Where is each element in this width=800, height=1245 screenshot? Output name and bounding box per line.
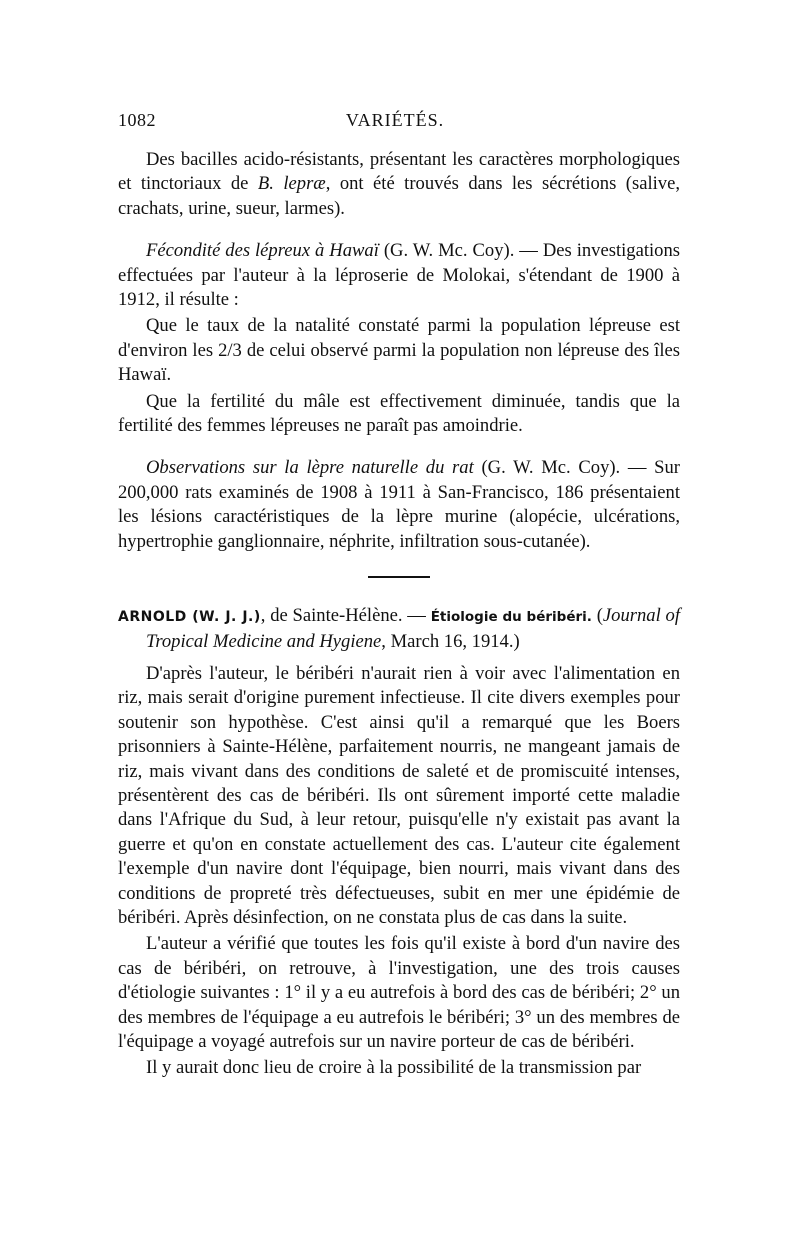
arnold-place: , de Sainte-Hélène. — xyxy=(260,605,431,627)
page-number: 1082 xyxy=(118,110,156,130)
section-divider xyxy=(368,576,430,578)
intro-text-a: Des bacilles acido-résistants, présentant les caractères morphologiques et tinctoriaux de xyxy=(118,149,680,195)
running-title: VARIÉTÉS. xyxy=(345,110,445,130)
intro-paragraph xyxy=(118,148,680,221)
document-page xyxy=(118,108,680,1081)
intro-text-b: , ont été trouvés dans les sécrétions (salive, crachats, urine, sueur, larmes). xyxy=(118,173,681,219)
observations-body: (G. W. Mc. Coy). — Sur 200,000 rats examinés de 1908 à 1911 à San-Francisco, 186 présentaient les lésions caractéristiques de la lèpre murine (alopécie, ulcérations, hypertrophie ganglionnaire, néphrite, infiltration sous-cutanée). xyxy=(118,457,680,552)
page-header xyxy=(118,108,680,148)
arnold-reference xyxy=(118,604,680,654)
fecondite-paragraph-1: Que le taux de la natalité constaté parmi la population lépreuse est d'environ les 2/3 de celui observé parmi la population non lépreuse des îles Hawaï. xyxy=(118,315,680,386)
arnold-author: ARNOLD (W. J. J.) xyxy=(118,609,261,626)
fecondite-paragraph-2: Que la fertilité du mâle est effectivement diminuée, tandis que la fertilité des femmes lépreuses ne paraît pas amoindrie. xyxy=(118,390,680,437)
fecondite-title: Fécondité des lépreux à Hawaï xyxy=(146,240,379,262)
arnold-paragraph-2: L'auteur a vérifié que toutes les fois qu'il existe à bord d'un navire des cas de béribéri, on retrouve, à l'investigation, une des trois causes d'étiologie suivantes : 1° il y a eu autrefois à bord des cas de béribéri; 2° un des membres de l'équipage a eu autrefois le béribéri; 3° un des membres de l'équipage a voyagé autrefois sur un navire porteur de cas de béribéri. xyxy=(118,933,680,1052)
arnold-article-title: Étiologie du béribéri. xyxy=(430,609,592,626)
fecondite-heading-paragraph xyxy=(118,239,680,312)
arnold-journal-open: ( xyxy=(591,605,603,627)
arnold-journal: Journal of Tropical Medicine and Hygiene xyxy=(146,605,680,652)
species-name: B. lepræ xyxy=(257,173,326,195)
arnold-paragraph-1: D'après l'auteur, le béribéri n'aurait rien à voir avec l'alimentation en riz, mais serait d'origine purement infectieuse. Il cite divers exemples pour soutenir son hypothèse. C'est ainsi qu'il a remarqué que les Boers prisonniers à Sainte-Hélène, parfaitement nourris, ne mangeant jamais de riz, mais vivant dans des conditions de saleté et de promiscuité intenses, présentèrent des cas de béribéri. Ils ont sûrement importé cette maladie dans l'Afrique du Sud, à leur retour, puisqu'elle n'y existait pas avant la guerre et qu'on en constate actuellement des cas. L'auteur cite également l'exemple d'un navire dont l'équipage, bien nourri, mais vivant dans des conditions de propreté très défectueuses, subit en mer une épidémie de béribéri. Après désinfection, on ne constata plus de cas dans la suite. xyxy=(118,662,680,928)
arnold-date: , March 16, 1914.) xyxy=(381,630,520,652)
observations-title: Observations sur la lèpre naturelle du rat xyxy=(146,457,474,479)
observations-paragraph xyxy=(118,456,680,554)
arnold-paragraph-3: Il y aurait donc lieu de croire à la possibilité de la transmission par xyxy=(146,1057,642,1079)
fecondite-body: (G. W. Mc. Coy). — Des investigations effectuées par l'auteur à la léproserie de Molokai, s'étendant de 1900 à 1912, il résulte : xyxy=(118,240,680,311)
